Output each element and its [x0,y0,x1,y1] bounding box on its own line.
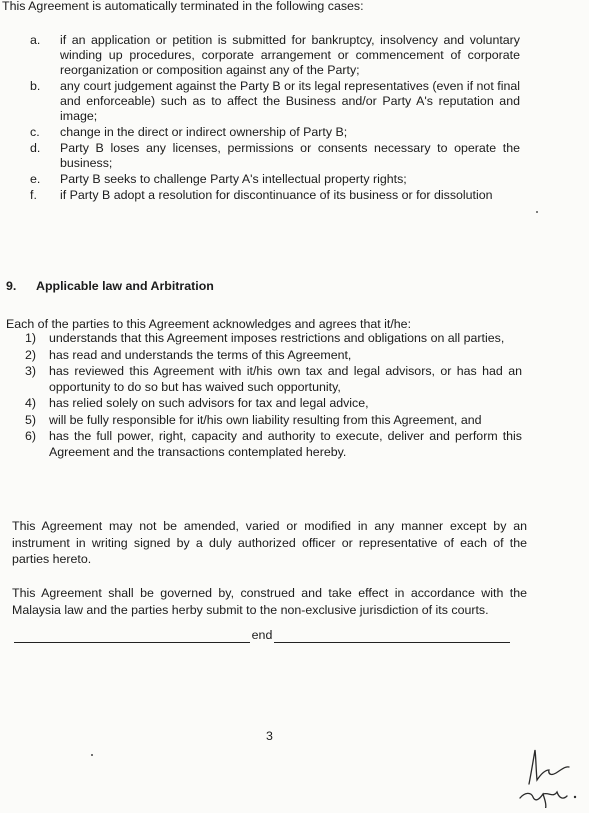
list-item [25,348,522,364]
list-item-text: change in the direct or indirect ownership of Party B; [60,125,348,139]
list-item-label: 3) [25,364,37,378]
termination-intro: This Agreement is automatically terminated in the following cases: [2,0,364,13]
termination-list [30,33,520,204]
list-item [30,141,520,171]
list-item-text: if an application or petition is submitted for bankruptcy, insolvency and voluntary winding up procedures, corporate arrangement or commencement of corporate reorganization or composition against any of the Party; [60,33,520,77]
list-item-text: will be fully responsible for it/his own liability resulting from this Agreement, and [49,412,482,427]
list-item [30,172,520,187]
list-item [25,364,522,395]
list-item-label: 2) [25,347,37,362]
list-item-text: has relied solely on such advisors for tax and legal advice, [49,396,369,410]
list-item-text: has read and understands the terms of this Agreement, [49,347,352,362]
list-item-text: has reviewed this Agreement with it/his own tax and legal advisors, or has had an opportunity to do so but has waived such opportunity, [49,364,522,394]
section-heading [6,279,214,293]
scan-speck [91,754,93,756]
list-item [30,188,520,203]
list-item-label: d. [30,141,41,155]
handwritten-signature [515,740,585,808]
end-label: end [251,628,273,642]
governing-law-paragraph: This Agreement shall be governed by, construed and take effect in accordance with the Malaysia law and the parties herby submit to the non-exclusive jurisdiction of its courts. [12,586,527,617]
end-rule-right [274,628,510,643]
acknowledgement-list [25,331,522,461]
scan-speck [536,211,538,213]
list-item-text: has the full power, right, capacity and authority to execute, deliver and perform this Agreement and the transactions contemplated hereby. [49,429,522,459]
list-item-label: 5) [25,412,37,427]
list-item [25,413,522,429]
page-number: 3 [266,729,273,743]
list-item [25,396,522,412]
list-item-label: f. [30,188,37,202]
list-item-text: Party B seeks to challenge Party A's intellectual property rights; [60,172,407,186]
list-item [30,125,520,140]
amendment-paragraph: This Agreement may not be amended, varied or modified in any manner except by an instrument in writing signed by a duly authorized officer or representative of each of the parties hereto. [12,519,527,567]
list-item-text: Party B loses any licenses, permissions or consents necessary to operate the business; [60,141,520,170]
list-item-label: 4) [25,396,37,410]
list-item-text: understands that this Agreement imposes restrictions and obligations on all parties, [49,331,505,345]
list-item [30,33,520,78]
list-item-label: 6) [25,429,37,443]
acknowledgement-intro: Each of the parties to this Agreement acknowledges and agrees that it/he: [6,317,412,331]
list-item-label: a. [30,33,41,47]
list-item-label: e. [30,172,41,186]
list-item-label: b. [30,79,41,93]
list-item [25,331,522,347]
list-item-text: any court judgement against the Party B or its legal representatives (even if not final and enforceable) such as to affect the Business and/or Party A's reputation and image; [60,79,520,123]
list-item-text: if Party B adopt a resolution for discontinuance of its business or for dissolution [60,188,493,202]
end-marker [14,627,510,643]
list-item-label: 1) [25,331,37,345]
list-item [30,79,520,124]
section-number: 9. [6,279,17,293]
end-rule-left [14,628,250,643]
list-item-label: c. [30,125,40,139]
section-title: Applicable law and Arbitration [36,279,214,293]
list-item [25,429,522,460]
